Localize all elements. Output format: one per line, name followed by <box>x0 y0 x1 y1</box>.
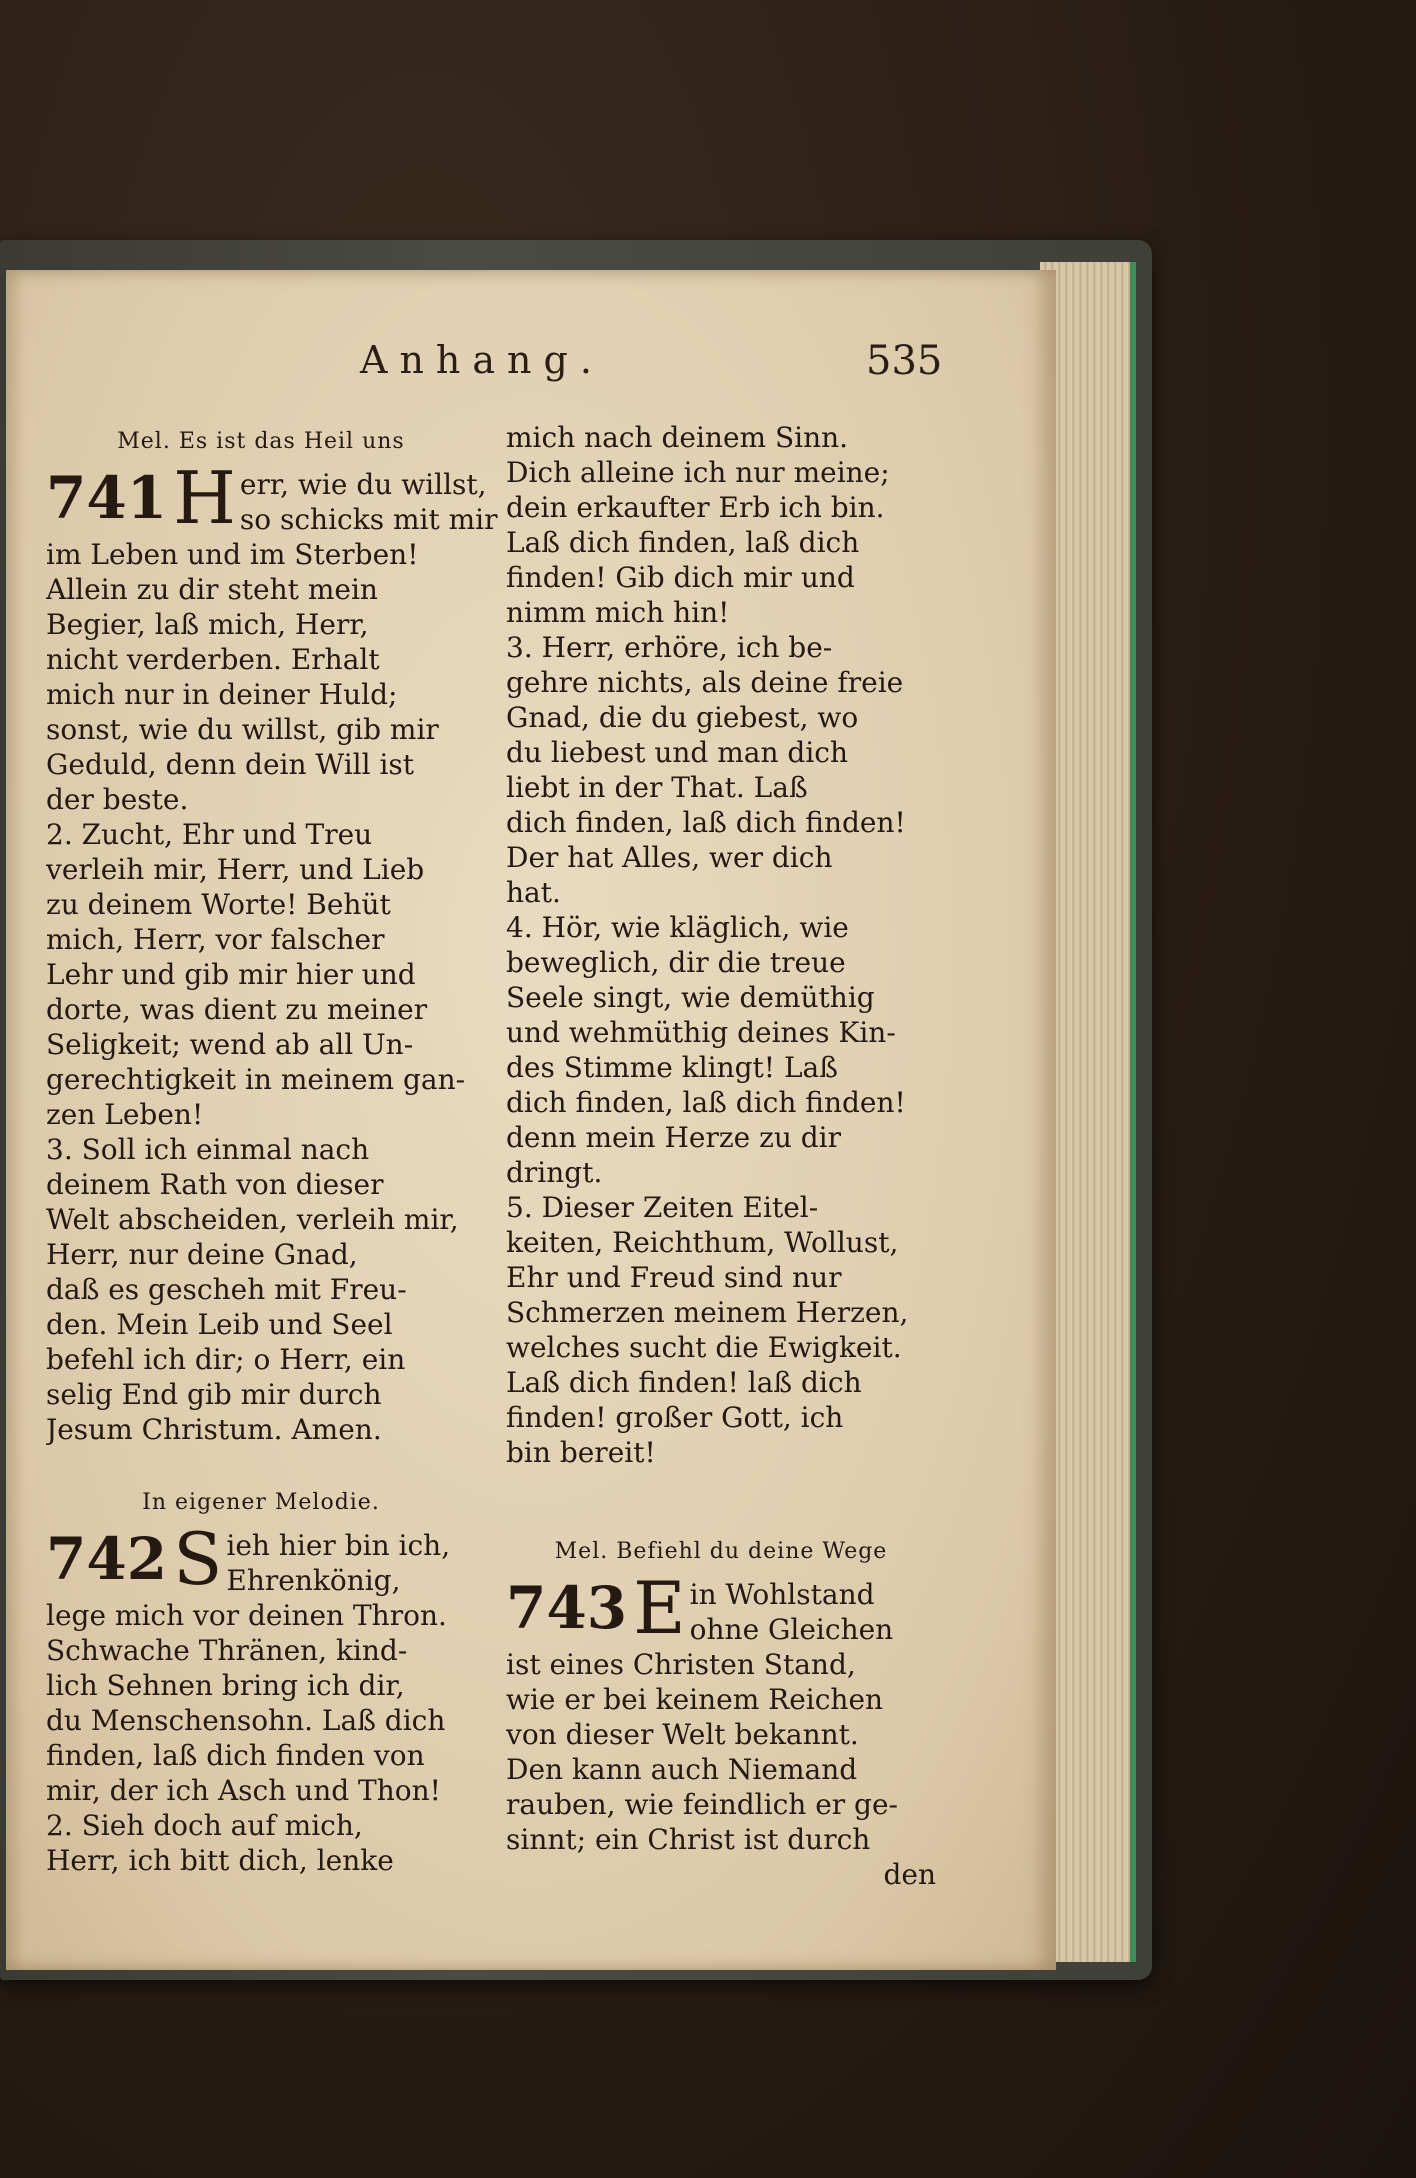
text-line: bin bereit! <box>506 1436 656 1469</box>
text-line: Schmerzen meinem Herzen, <box>506 1296 909 1329</box>
text-line: Ehr und Freud sind nur <box>506 1261 842 1294</box>
text-line: zu deinem Worte! Behüt <box>46 888 391 921</box>
drop-cap: H <box>173 456 236 540</box>
text-line: Welt abscheiden, verleih mir, <box>46 1203 459 1236</box>
text-line: des Stimme klingt! Laß <box>506 1051 838 1084</box>
text-line: im Leben und im Sterben! <box>46 538 419 571</box>
drop-cap: S <box>173 1517 223 1601</box>
text-line: mich, Herr, vor falscher <box>46 923 385 956</box>
text-line: verleih mir, Herr, und Lieb <box>46 853 425 886</box>
text-line: lich Sehnen bring ich dir, <box>46 1669 405 1702</box>
text-line: Dich alleine ich nur meine; <box>506 456 890 489</box>
text-line: Seele singt, wie demüthig <box>506 981 875 1014</box>
hymn-first-lines <box>690 1575 894 1647</box>
melody-note: Mel. Es ist das Heil uns <box>117 429 405 454</box>
text-line: Herr, ich bitt dich, lenke <box>46 1844 394 1877</box>
text-line: 3. Herr, erhöre, ich be- <box>506 631 833 664</box>
hymn-742-heading <box>46 1517 476 1601</box>
right-column <box>506 420 936 1892</box>
left-column <box>46 420 498 1878</box>
text-line: mich nach deinem Sinn. <box>506 421 849 454</box>
spacer <box>46 1447 476 1481</box>
text-line: der beste. <box>46 783 189 816</box>
melody-note: In eigener Melodie. <box>142 1490 380 1515</box>
text-line: dein erkaufter Erb ich bin. <box>506 491 885 524</box>
text-line: 2. Sieh doch auf mich, <box>46 1809 363 1842</box>
text-line: Jesum Christum. Amen. <box>46 1413 382 1446</box>
text-line: ohne Gleichen <box>689 1613 894 1646</box>
text-line: den <box>883 1858 936 1891</box>
text-line: sinnt; ein Christ ist durch <box>506 1823 871 1856</box>
text-line: ieh hier bin ich, <box>226 1529 451 1562</box>
text-line: Lehr und gib mir hier und <box>46 958 416 991</box>
text-line: Den kann auch Niemand <box>506 1753 858 1786</box>
running-title: Anhang. <box>360 338 604 382</box>
text-line: Schwache Thränen, kind- <box>46 1634 408 1667</box>
text-line: du Menschensohn. Laß dich <box>46 1704 446 1737</box>
text-line: Geduld, denn dein Will ist <box>46 748 415 781</box>
text-line: in Wohlstand <box>689 1578 875 1611</box>
text-line: dorte, was dient zu meiner <box>46 993 428 1026</box>
text-line: sonst, wie du willst, gib mir <box>46 713 439 746</box>
text-line: keiten, Reichthum, Wollust, <box>506 1226 899 1259</box>
text-line: 5. Dieser Zeiten Eitel- <box>506 1191 819 1224</box>
text-line: daß es gescheh mit Freu- <box>46 1273 407 1306</box>
text-line: hat. <box>506 876 561 909</box>
text-line: beweglich, dir die treue <box>506 946 846 979</box>
text-line: liebt in der That. Laß <box>506 771 808 804</box>
text-line: deinem Rath von dieser <box>46 1168 384 1201</box>
text-line: lege mich vor deinen Thron. <box>46 1599 447 1632</box>
drop-cap: E <box>633 1566 686 1650</box>
text-line: den. Mein Leib und Seel <box>46 1308 393 1341</box>
hymn-number: 741 <box>46 464 168 532</box>
text-line: dich finden, laß dich finden! <box>506 1086 906 1119</box>
text-line: gehre nichts, als deine freie <box>506 666 904 699</box>
text-line: err, wie du willst, <box>239 468 487 501</box>
text-line: wie er bei keinem Reichen <box>506 1683 884 1716</box>
text-line: dich finden, laß dich finden! <box>506 806 906 839</box>
hymn-743-heading <box>506 1566 936 1650</box>
hymn-number: 743 <box>506 1574 628 1642</box>
hymn-743-body <box>506 1647 936 1892</box>
text-line: zen Leben! <box>46 1098 204 1131</box>
page-number: 535 <box>866 338 943 384</box>
text-line: rauben, wie feindlich er ge- <box>506 1788 899 1821</box>
text-line: und wehmüthig deines Kin- <box>506 1016 896 1049</box>
text-line: dringt. <box>506 1156 603 1189</box>
text-line: von dieser Welt bekannt. <box>506 1718 859 1751</box>
text-line: 2. Zucht, Ehr und Treu <box>46 818 373 851</box>
text-line: mir, der ich Asch und Thon! <box>46 1774 441 1807</box>
text-line: finden! großer Gott, ich <box>506 1401 844 1434</box>
text-line: Begier, laß mich, Herr, <box>46 608 369 641</box>
spacer <box>506 1470 936 1530</box>
text-line: Gnad, die du giebest, wo <box>506 701 859 734</box>
hymn-741-body <box>46 537 476 1447</box>
hymn-742-body <box>46 1598 476 1878</box>
text-line: Laß dich finden, laß dich <box>506 526 860 559</box>
text-line: denn mein Herze zu dir <box>506 1121 842 1154</box>
text-line: finden! Gib dich mir und <box>506 561 855 594</box>
text-line: so schicks mit mir <box>239 503 498 536</box>
text-line: gerechtigkeit in meinem gan- <box>46 1063 466 1096</box>
text-line: du liebest und man dich <box>506 736 849 769</box>
hymn-number: 742 <box>46 1525 168 1593</box>
text-line: finden, laß dich finden von <box>46 1739 425 1772</box>
text-line: Laß dich finden! laß dich <box>506 1366 862 1399</box>
hymn-first-lines <box>240 465 498 537</box>
hymn-first-lines <box>226 1526 450 1598</box>
text-line: Der hat Alles, wer dich <box>506 841 833 874</box>
text-line: Allein zu dir steht mein <box>46 573 378 606</box>
hymn-742-continued <box>506 420 936 1470</box>
hymn-741-heading <box>46 456 498 540</box>
text-line: 3. Soll ich einmal nach <box>46 1133 370 1166</box>
text-line: Ehrenkönig, <box>226 1564 401 1597</box>
text-line: 4. Hör, wie kläglich, wie <box>506 911 849 944</box>
text-line: Herr, nur deine Gnad, <box>46 1238 358 1271</box>
text-line: nimm mich hin! <box>506 596 730 629</box>
melody-note: Mel. Befiehl du deine Wege <box>554 1539 888 1564</box>
text-line: befehl ich dir; o Herr, ein <box>46 1343 406 1376</box>
text-line: ist eines Christen Stand, <box>506 1648 856 1681</box>
text-line: selig End gib mir durch <box>46 1378 382 1411</box>
text-line: Seligkeit; wend ab all Un- <box>46 1028 414 1061</box>
text-line: welches sucht die Ewigkeit. <box>506 1331 902 1364</box>
text-line: nicht verderben. Erhalt <box>46 643 380 676</box>
text-line: mich nur in deiner Huld; <box>46 678 398 711</box>
